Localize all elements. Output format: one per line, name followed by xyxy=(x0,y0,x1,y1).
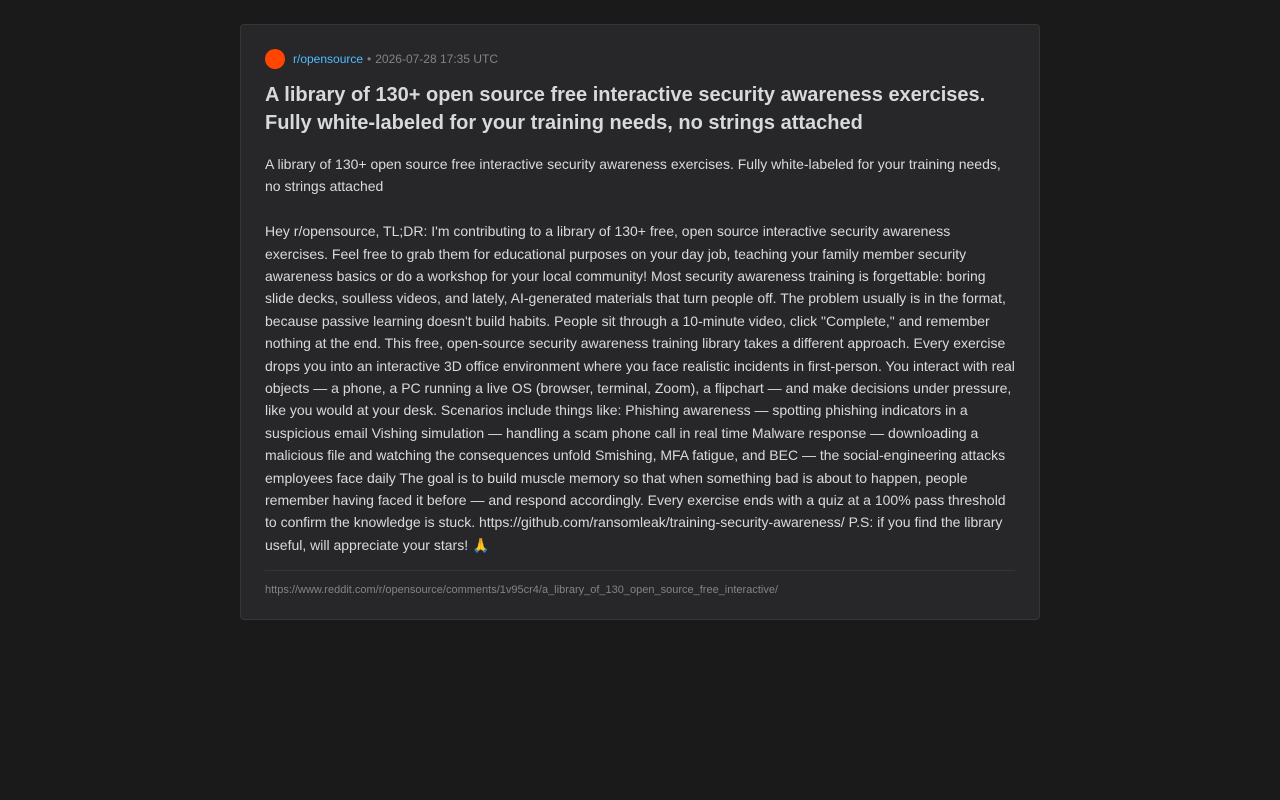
post-timestamp: 2026-07-28 17:35 UTC xyxy=(375,52,498,66)
post-url[interactable]: https://www.reddit.com/r/opensource/comments/1v95cr4/a_library_of_130_open_source_free_interactive/ xyxy=(265,570,1015,597)
post-meta xyxy=(265,49,1015,69)
meta-separator: • xyxy=(367,52,372,66)
subreddit-link[interactable]: r/opensource xyxy=(293,52,364,66)
post-card xyxy=(240,24,1040,620)
post-summary: A library of 130+ open source free interactive security awareness exercises. Fully white-labeled for your training needs, no strings attached xyxy=(265,156,1001,195)
subreddit-avatar-icon[interactable] xyxy=(265,49,285,69)
post-title[interactable]: A library of 130+ open source free interactive security awareness exercises. Fully white-labeled for your training needs, no strings attached xyxy=(265,84,986,134)
post-body: Hey r/opensource, TL;DR: I'm contributing to a library of 130+ free, open source interactive security awareness exercises. Feel free to grab them for educational purposes on your day job, teaching your family member security awareness basics or do a workshop for your local community! Most security awareness training is forgettable: boring slide decks, soulless videos, and lately, AI-generated materials that turn people off. The problem usually is in the format, because passive learning doesn't build habits. People sit through a 10-minute video, click "Complete," and remember nothing at the end. This free, open-source security awareness training library takes a different approach. Every exercise drops you into an interactive 3D office environment where you face realistic incidents in first-person. You interact with real objects — a phone, a PC running a live OS (browser, terminal, Zoom), a flipchart — and make decisions under pressure, like you would at your desk. Scenarios include things like: Phishing awareness — spotting phishing indicators in a suspicious email Vishing simulation — handling a scam phone call in real time Malware response — downloading a malicious file and watching the consequences unfold Smishing, MFA fatigue, and BEC — the social-engineering attacks employees face daily The goal is to build muscle memory so that when something bad is about to happen, people remember having faced it before — and respond accordingly. Every exercise ends with a quiz at a 100% pass threshold to confirm the knowledge is stuck. https://github.com/ransomleak/training-security-awareness/ P.S: if you find the library useful, will appreciate your stars! 🙏 xyxy=(265,223,1015,553)
